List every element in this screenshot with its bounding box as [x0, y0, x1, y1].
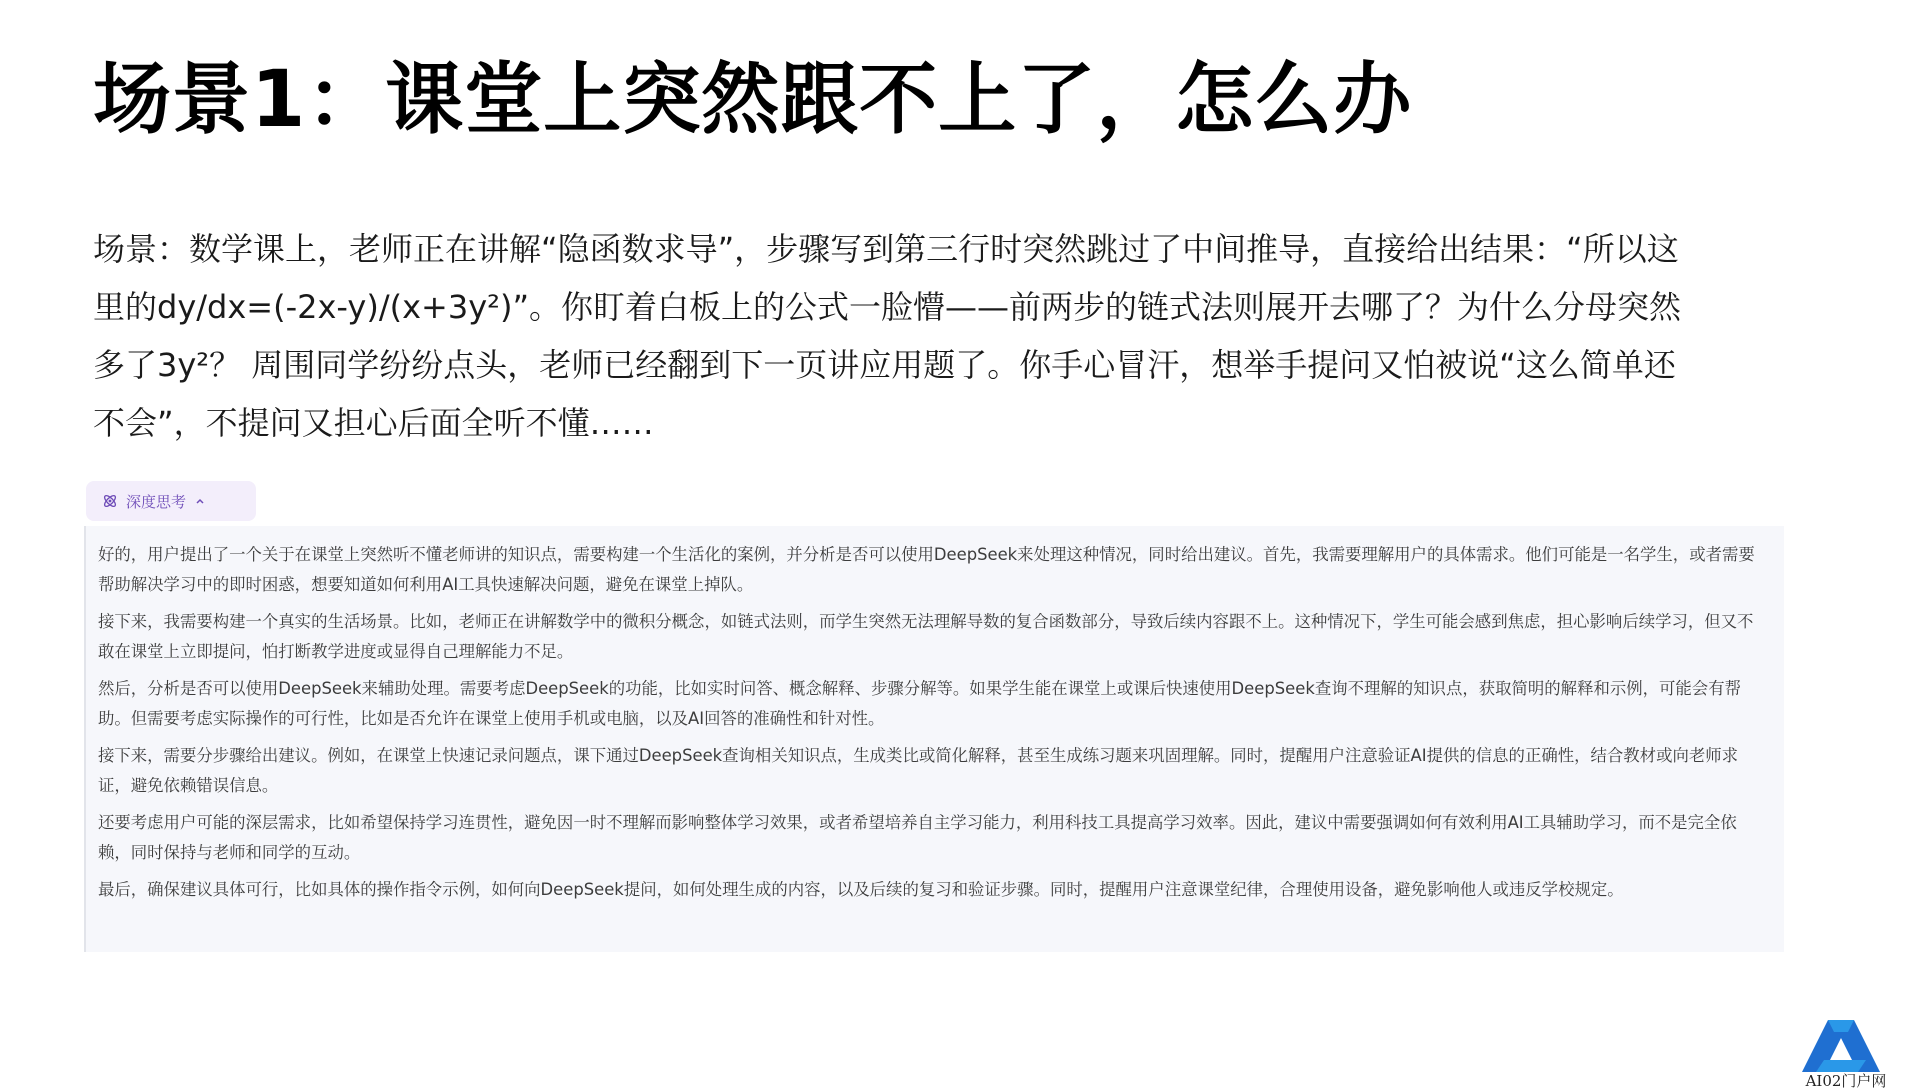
chevron-up-icon [194, 495, 206, 507]
ai02-logo-icon [1788, 1016, 1900, 1074]
think-paragraph: 接下来，我需要构建一个真实的生活场景。比如，老师正在讲解数学中的微积分概念，如链式法则，而学生突然无法理解导数的复合函数部分，导致后续内容跟不上。这种情况下，学生可能会感到焦虑，担心影响后续学习，但又不敢在课堂上立即提问，怕打断教学进度或显得自己理解能力不足。 [98, 612, 1754, 661]
watermark-text: AI02门户网 [1805, 1072, 1887, 1090]
think-paragraph: 接下来，需要分步骤给出建议。例如，在课堂上快速记录问题点，课下通过DeepSeek查询相关知识点，生成类比或简化解释，甚至生成练习题来巩固理解。同时，提醒用户注意验证AI提供的信息的正确性，结合教材或向老师求证，避免依赖错误信息。 [98, 746, 1739, 795]
deep-think-label: 深度思考 [126, 492, 187, 511]
deep-think-toggle-button[interactable] [86, 481, 256, 521]
deep-think-panel [84, 526, 1784, 952]
think-paragraph: 好的，用户提出了一个关于在课堂上突然听不懂老师讲的知识点，需要构建一个生活化的案例，并分析是否可以使用DeepSeek来处理这种情况，同时给出建议。首先，我需要理解用户的具体需求。他们可能是一名学生，或者需要帮助解决学习中的即时困惑，想要知道如何利用AI工具快速解决问题，避免在课堂上掉队。 [98, 545, 1755, 594]
scenario-text: 场景：数学课上，老师正在讲解“隐函数求导”，步骤写到第三行时突然跳过了中间推导，直接给出结果：“所以这里的dy/dx=(-2x-y)/(x+3y²)”。你盯着白板上的公式一脸懵——前两步的链式法则展开去哪了？为什么分母突然多了3y²？ 周围同学纷纷点头，老师已经翻到下一页讲应用题了。你手心冒汗，想举手提问又怕被说“这么简单还不会”，不提问又担心后面全听不懂…… [93, 230, 1682, 442]
think-paragraph: 最后，确保建议具体可行，比如具体的操作指令示例，如何向DeepSeek提问，如何处理生成的内容，以及后续的复习和验证步骤。同时，提醒用户注意课堂纪律，合理使用设备，避免影响他人或违反学校规定。 [98, 880, 1624, 899]
think-paragraph: 然后，分析是否可以使用DeepSeek来辅助处理。需要考虑DeepSeek的功能，比如实时问答、概念解释、步骤分解等。如果学生能在课堂上或课后快速使用DeepSeek查询不理解的知识点，获取简明的解释和示例，可能会有帮助。但需要考虑实际操作的可行性，比如是否允许在课堂上使用手机或电脑，以及AI回答的准确性和针对性。 [98, 679, 1741, 728]
slide-title: 场景1：课堂上突然跟不上了，怎么办 [93, 55, 1413, 145]
think-paragraph: 还要考虑用户可能的深层需求，比如希望保持学习连贯性，避免因一时不理解而影响整体学习效果，或者希望培养自主学习能力，利用科技工具提高学习效率。因此，建议中需要强调如何有效利用AI工具辅助学习，而不是完全依赖，同时保持与老师和同学的互动。 [98, 813, 1737, 862]
deep-think-atom-icon [102, 493, 118, 509]
